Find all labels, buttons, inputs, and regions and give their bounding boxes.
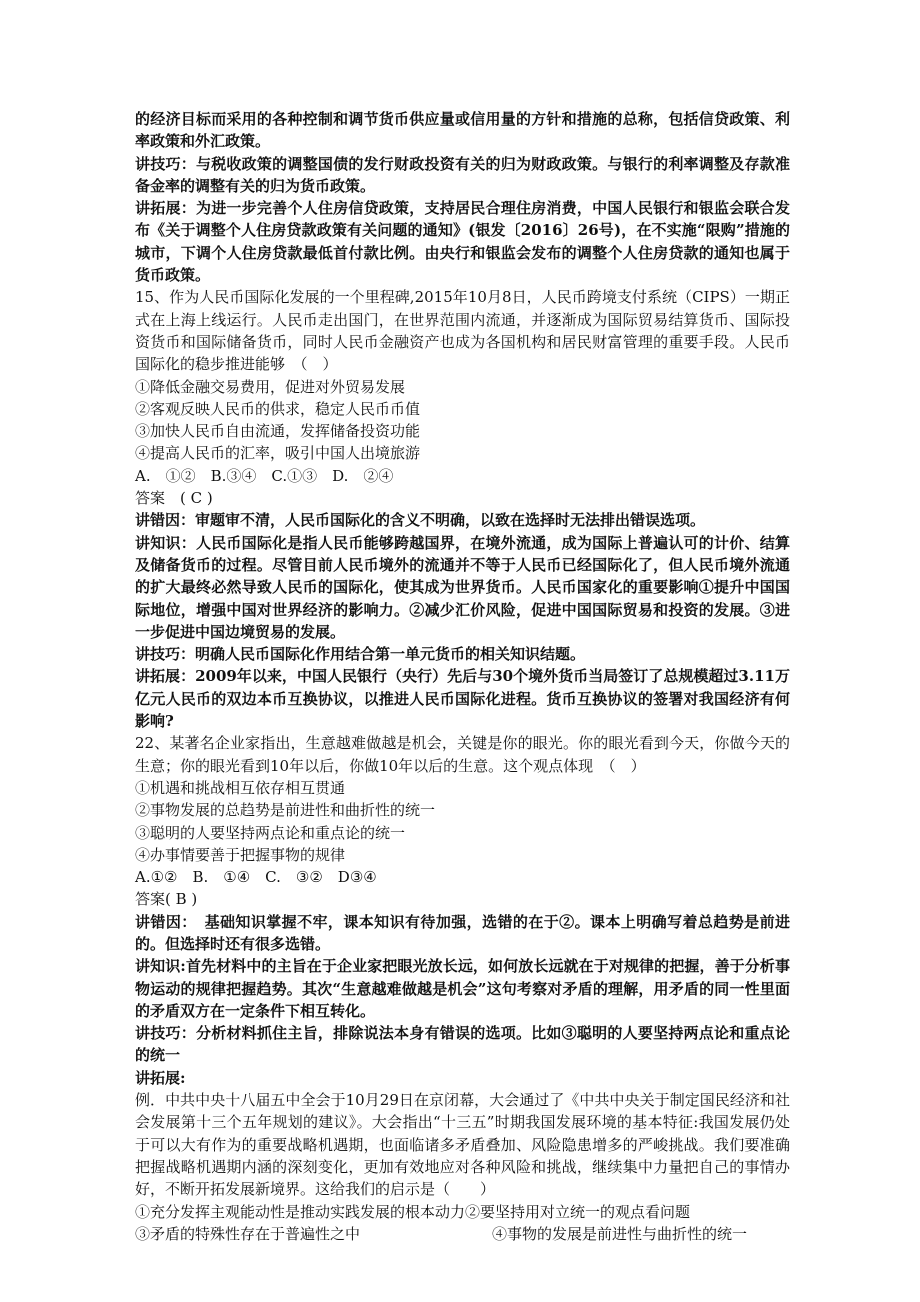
example-options-row-1: ①充分发挥主观能动性是推动实践发展的根本动力②要坚持用对立统一的观点看问题 xyxy=(135,1202,691,1221)
q22-tip: 讲技巧：分析材料抓住主旨，排除说法本身有错误的选项。比如③聪明的人要坚持两点论和重点论的统一 xyxy=(135,1024,790,1065)
q15-option-2: ②客观反映人民币的供求，稳定人民币币值 xyxy=(135,399,421,418)
example-options-row-2 xyxy=(135,1223,790,1245)
q15-option-4: ④提高人民币的汇率，吸引中国人出境旅游 xyxy=(135,444,421,463)
extension-paragraph-1: 讲拓展：为进一步完善个人住房信贷政策，支持居民合理住房消费，中国人民银行和银监会联合发布《关于调整个人住房贷款政策有关问题的通知》(银发〔2016〕26号)，在不实施“限购”措施的城市，下调个人住房贷款最低首付款比例。由央行和银监会发布的调整个人住房贷款的通知也属于货币政策。 xyxy=(135,199,790,285)
q15-knowledge: 讲知识：人民币国际化是指人民币能够跨越国界，在境外流通，成为国际上普遍认可的计价、结算及储备货币的过程。尽管目前人民币境外的流通并不等于人民币已经国际化了，但人民币境外流通的扩大最终必然导致人民币的国际化，使其成为世界货币。人民币国家化的重要影响①提升中国国际地位，增强中国对世界经济的影响力。②减少汇价风险，促进中国国际贸易和投资的发展。③进一步促进中国边境贸易的发展。 xyxy=(135,533,790,641)
policy-definition-paragraph: 的经济目标而采用的各种控制和调节货币供应量或信用量的方针和措施的总称，包括信贷政策、利率政策和外汇政策。 xyxy=(135,110,790,151)
q22-option-3: ③聪明的人要坚持两点论和重点论的统一 xyxy=(135,823,406,842)
q15-tip: 讲技巧：明确人民币国际化作用结合第一单元货币的相关知识结题。 xyxy=(135,645,586,664)
q22-extension-heading: 讲拓展: xyxy=(135,1068,186,1087)
q22-error-cause: 讲错因： 基础知识掌握不牢，课本知识有待加强，选错的在于②。课本上明确写着总趋势是前进的。但选择时还有很多选错。 xyxy=(135,912,790,953)
q15-answer: 答案 ( C ) xyxy=(135,489,213,508)
q22-option-1: ①机遇和挑战相互依存相互贯通 xyxy=(135,778,346,797)
tip-paragraph-1: 讲技巧：与税收政策的调整国债的发行财政投资有关的归为财政政策。与银行的利率调整及存款准备金率的调整有关的归为货币政策。 xyxy=(135,154,790,195)
q22-answer: 答案( B ) xyxy=(135,890,198,909)
example-option-3: ③矛盾的特殊性存在于普遍性之中 xyxy=(135,1224,361,1243)
q15-error-cause: 讲错因：审题审不清，人民币国际化的含义不明确，以致在选择时无法排出错误选项。 xyxy=(135,511,706,530)
example-stem: 例．中共中央十八届五中全会于10月29日在京闭幕，大会通过了《中共中央关于制定国民经济和社会发展第十三个五年规划的建议》。大会指出“十三五”时期我国发展环境的基本特征:我国发展仍处于可以大有作为的重要战略机遇期，也面临诸多矛盾叠加、风险隐患增多的严峻挑战。我们要准确把握战略机遇期内涵的深刻变化，更加有效地应对各种风险和挑战，继续集中力量把自己的事情办好，不断开拓发展新境界。这给我们的启示是（ ） xyxy=(135,1091,790,1199)
q15-option-1: ①降低金融交易费用，促进对外贸易发展 xyxy=(135,377,406,396)
example-option-4: ④事物的发展是前进性与曲折性的统一 xyxy=(492,1224,748,1243)
q15-extension: 讲拓展：2009年以来，中国人民银行（央行）先后与30个境外货币当局签订了总规模超过3.11万亿元人民币的双边本币互换协议，以推进人民币国际化进程。货币互换协议的签署对我国经济有何影响? xyxy=(135,667,790,731)
q22-choices: A.①② B. ①④ C. ③② D③④ xyxy=(135,868,377,887)
q22-knowledge: 讲知识:首先材料中的主旨在于企业家把眼光放长远，如何放长远就在于对规律的把握，善于分析事物运动的规律把握趋势。其次“生意越难做越是机会”这句考察对矛盾的理解，用矛盾的同一性里面的矛盾双方在一定条件下相互转化。 xyxy=(135,957,790,1020)
q22-option-2: ②事物发展的总趋势是前进性和曲折性的统一 xyxy=(135,801,436,820)
question-22-stem: 22、某著名企业家指出，生意越难做越是机会，关键是你的眼光。你的眼光看到今天，你做今天的生意；你的眼光看到10年以后，你做10年以后的生意。这个观点体现 （ ） xyxy=(135,734,790,775)
q15-option-3: ③加快人民币自由流通，发挥储备投资功能 xyxy=(135,422,421,441)
document-page xyxy=(135,108,790,1245)
q15-choices: A. ①② B.③④ C.①③ D. ②④ xyxy=(135,466,394,485)
question-15-stem: 15、作为人民币国际化发展的一个里程碑,2015年10月8日，人民币跨境支付系统（CIPS）一期正式在上海上线运行。人民币走出国门，在世界范围内流通，并逐渐成为国际贸易结算货币、国际投资货币和国际储备货币，同时人民币金融资产也成为各国机构和居民财富管理的重要手段。人民币国际化的稳步推进能够 （ ） xyxy=(135,288,790,374)
q22-option-4: ④办事情要善于把握事物的规律 xyxy=(135,845,346,864)
